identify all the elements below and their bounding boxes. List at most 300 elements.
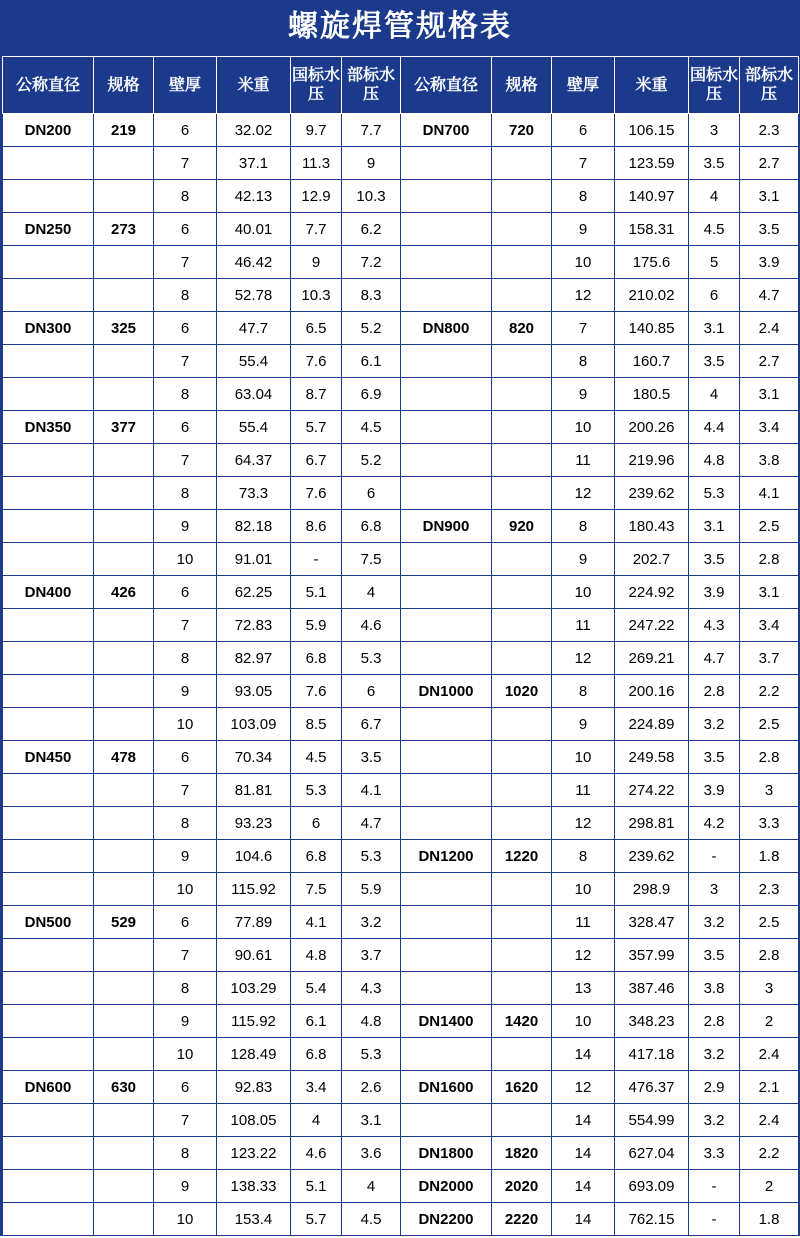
table-cell: 3.9 [740,246,799,279]
table-cell [401,444,492,477]
table-cell: 140.85 [615,312,689,345]
table-cell [401,609,492,642]
header-cell-left-weight-per-meter: 米重 [217,57,291,114]
table-cell: 7 [552,312,615,345]
table-cell: 8 [154,642,217,675]
table-cell: 40.01 [217,213,291,246]
table-cell: 6.1 [342,345,401,378]
table-cell [3,939,94,972]
table-cell [401,477,492,510]
table-cell [492,807,552,840]
table-cell: - [689,1203,740,1236]
table-cell: 11.3 [291,147,342,180]
table-cell [492,576,552,609]
table-cell: 73.3 [217,477,291,510]
table-cell: 3.3 [740,807,799,840]
table-cell: 3.7 [342,939,401,972]
table-cell: 3.4 [291,1071,342,1104]
table-cell: DN400 [3,576,94,609]
table-cell: 3.8 [689,972,740,1005]
table-cell: 3.2 [689,906,740,939]
table-cell: 7 [154,939,217,972]
table-cell: 9 [552,708,615,741]
table-cell: 2.3 [740,873,799,906]
table-cell: 3.7 [740,642,799,675]
table-cell: 9 [154,675,217,708]
table-row [3,312,799,345]
table-cell: 3.6 [342,1137,401,1170]
table-cell: 82.97 [217,642,291,675]
table-cell: 12.9 [291,180,342,213]
table-cell: 10 [154,1038,217,1071]
table-cell [3,1203,94,1236]
table-cell: 10 [154,873,217,906]
table-row [3,774,799,807]
table-cell: 90.61 [217,939,291,972]
table-cell [3,279,94,312]
table-cell: - [291,543,342,576]
table-cell: 219 [94,114,154,147]
table-cell: 4.7 [740,279,799,312]
table-cell: 5.9 [342,873,401,906]
table-cell: 52.78 [217,279,291,312]
table-cell: 5.2 [342,312,401,345]
table-cell [492,939,552,972]
header-cell-right-spec: 规格 [492,57,552,114]
table-cell: 4 [342,576,401,609]
table-row [3,1170,799,1203]
table-cell: 6.8 [342,510,401,543]
table-cell: DN1000 [401,675,492,708]
table-cell: 8 [552,345,615,378]
table-cell [401,642,492,675]
table-row [3,807,799,840]
table-cell [3,1005,94,1038]
table-cell: 5.4 [291,972,342,1005]
table-cell: 762.15 [615,1203,689,1236]
table-cell: 8 [552,510,615,543]
table-cell [3,543,94,576]
table-cell [3,180,94,213]
table-cell [492,411,552,444]
table-cell [401,378,492,411]
table-cell: 1420 [492,1005,552,1038]
table-cell: 529 [94,906,154,939]
table-cell: 6 [154,312,217,345]
table-cell [94,378,154,411]
table-cell [492,708,552,741]
table-cell: - [689,840,740,873]
table-cell: 2 [740,1005,799,1038]
table-cell: 103.09 [217,708,291,741]
table-cell: 3.4 [740,411,799,444]
table-row [3,708,799,741]
table-cell: 7 [154,345,217,378]
table-cell: 9 [154,840,217,873]
table-row [3,609,799,642]
table-cell: 10 [154,543,217,576]
table-cell [94,840,154,873]
table-cell: 328.47 [615,906,689,939]
table-cell: 140.97 [615,180,689,213]
table-cell: 123.22 [217,1137,291,1170]
table-cell [94,708,154,741]
table-cell: 202.7 [615,543,689,576]
table-cell: 247.22 [615,609,689,642]
table-cell: 200.26 [615,411,689,444]
table-row [3,972,799,1005]
table-cell: 62.25 [217,576,291,609]
table-cell [94,477,154,510]
table-cell: 14 [552,1137,615,1170]
table-cell [94,873,154,906]
table-cell: 92.83 [217,1071,291,1104]
table-cell [3,510,94,543]
title-bar [0,0,800,56]
table-cell: 7.6 [291,477,342,510]
table-row [3,477,799,510]
table-cell: 693.09 [615,1170,689,1203]
table-cell: 274.22 [615,774,689,807]
header-cell-left-spec: 规格 [94,57,154,114]
table-cell: DN600 [3,1071,94,1104]
table-cell [94,180,154,213]
table-cell [3,708,94,741]
table-cell [3,972,94,1005]
table-row [3,1005,799,1038]
table-row [3,543,799,576]
table-cell: 10 [552,873,615,906]
table-cell [492,741,552,774]
table-cell [492,906,552,939]
table-cell: 9 [154,1170,217,1203]
table-cell: 269.21 [615,642,689,675]
table-cell: 7 [154,444,217,477]
table-row [3,147,799,180]
table-row [3,180,799,213]
table-cell: 3.5 [740,213,799,246]
table-row [3,1203,799,1236]
table-cell [94,147,154,180]
table-cell [492,345,552,378]
table-cell: 4.2 [689,807,740,840]
table-cell: 4.4 [689,411,740,444]
table-cell: 4.6 [342,609,401,642]
table-cell: 9 [342,147,401,180]
table-cell [401,972,492,1005]
table-cell: 106.15 [615,114,689,147]
table-cell: 210.02 [615,279,689,312]
table-cell: 224.89 [615,708,689,741]
table-cell [492,444,552,477]
table-body [3,114,799,1236]
table-cell: 6.8 [291,840,342,873]
table-cell: 3.5 [342,741,401,774]
table-cell: 4.5 [689,213,740,246]
table-cell [492,609,552,642]
table-cell [3,1170,94,1203]
table-cell: 9 [154,1005,217,1038]
table-cell: 1220 [492,840,552,873]
table-row [3,576,799,609]
table-cell: 2.4 [740,312,799,345]
table-cell: 2.4 [740,1104,799,1137]
table-cell: 4.6 [291,1137,342,1170]
table-cell: 4.7 [689,642,740,675]
table-cell [401,1038,492,1071]
table-cell: 2.8 [740,543,799,576]
table-cell [492,1038,552,1071]
table-cell: 2.8 [740,741,799,774]
table-cell: 5.7 [291,1203,342,1236]
table-cell: 7 [154,774,217,807]
table-cell [3,840,94,873]
table-cell: 1020 [492,675,552,708]
table-cell: 3.2 [689,1104,740,1137]
table-cell: DN450 [3,741,94,774]
table-row [3,873,799,906]
table-cell: 37.1 [217,147,291,180]
table-cell: 5.3 [342,840,401,873]
table-cell: 93.05 [217,675,291,708]
table-cell [94,774,154,807]
table-cell: 2.5 [740,708,799,741]
table-cell: 5.1 [291,576,342,609]
table-cell [94,543,154,576]
table-cell [3,378,94,411]
table-cell: 348.23 [615,1005,689,1038]
table-cell: 115.92 [217,873,291,906]
table-cell: 175.6 [615,246,689,279]
table-cell [3,642,94,675]
table-cell [94,609,154,642]
table-cell: 14 [552,1038,615,1071]
table-cell: 720 [492,114,552,147]
table-cell [492,279,552,312]
table-cell: 6.9 [342,378,401,411]
table-cell: 3.5 [689,345,740,378]
table-cell: 128.49 [217,1038,291,1071]
table-cell: 7.6 [291,345,342,378]
table-cell: 5.7 [291,411,342,444]
table-cell: 6.2 [342,213,401,246]
table-cell: 387.46 [615,972,689,1005]
table-cell [492,147,552,180]
table-cell [94,1170,154,1203]
table-cell: 180.5 [615,378,689,411]
table-cell: - [689,1170,740,1203]
table-cell [3,774,94,807]
table-cell [3,246,94,279]
table-cell: 4.3 [342,972,401,1005]
table-cell [492,543,552,576]
table-cell: 6 [154,213,217,246]
table-cell: 3.2 [342,906,401,939]
table-cell: 5.2 [342,444,401,477]
table-cell: 224.92 [615,576,689,609]
table-cell: 3 [740,972,799,1005]
table-cell: 426 [94,576,154,609]
table-cell [3,444,94,477]
table-cell: 55.4 [217,411,291,444]
table-header [3,57,799,114]
table-cell [3,477,94,510]
table-cell: 77.89 [217,906,291,939]
table-cell: 6 [154,741,217,774]
table-cell: 4.1 [342,774,401,807]
table-cell: 4 [291,1104,342,1137]
table-cell [94,1005,154,1038]
table-cell: 3.2 [689,1038,740,1071]
table-cell: 10.3 [342,180,401,213]
table-cell: 9 [154,510,217,543]
header-cell-right-weight-per-meter: 米重 [615,57,689,114]
table-cell: 12 [552,939,615,972]
table-cell: 6 [154,411,217,444]
table-cell: 10 [552,741,615,774]
table-cell: 4.5 [342,411,401,444]
table-cell: 2220 [492,1203,552,1236]
table-cell [94,1137,154,1170]
table-cell: 630 [94,1071,154,1104]
table-cell: DN1600 [401,1071,492,1104]
table-cell: 5.3 [689,477,740,510]
table-cell: 3.1 [740,576,799,609]
table-cell: 6 [689,279,740,312]
table-cell [94,345,154,378]
table-cell: 554.99 [615,1104,689,1137]
table-cell: 4.5 [291,741,342,774]
table-cell: 10 [552,411,615,444]
table-row [3,1104,799,1137]
table-cell: 8.6 [291,510,342,543]
table-cell: 627.04 [615,1137,689,1170]
table-cell: 4.1 [740,477,799,510]
table-cell: 9.7 [291,114,342,147]
table-cell: 11 [552,609,615,642]
table-cell [401,807,492,840]
table-cell [401,906,492,939]
table-cell [401,279,492,312]
table-cell: 1.8 [740,840,799,873]
table-cell: 3.1 [740,378,799,411]
table-cell: 476.37 [615,1071,689,1104]
table-cell: 70.34 [217,741,291,774]
table-cell: 7 [552,147,615,180]
table-cell: 920 [492,510,552,543]
table-cell [401,543,492,576]
table-cell: 8 [154,807,217,840]
table-cell: 10 [552,246,615,279]
table-cell: 7.5 [342,543,401,576]
table-cell: 9 [552,543,615,576]
table-cell: DN900 [401,510,492,543]
table-cell: 11 [552,444,615,477]
table-cell: 4.7 [342,807,401,840]
table-cell: 55.4 [217,345,291,378]
table-cell [492,1104,552,1137]
table-cell [3,345,94,378]
table-cell: 3.4 [740,609,799,642]
table-cell [94,1203,154,1236]
table-cell: 3.3 [689,1137,740,1170]
table-cell: 273 [94,213,154,246]
table-cell: 3.2 [689,708,740,741]
table-cell: DN1400 [401,1005,492,1038]
table-row [3,1137,799,1170]
table-cell [3,807,94,840]
table-cell [492,213,552,246]
table-cell: 357.99 [615,939,689,972]
table-cell: 10.3 [291,279,342,312]
page-title: 螺旋焊管规格表 [288,10,512,43]
table-cell: 11 [552,774,615,807]
table-cell [3,1104,94,1137]
table-cell: 8 [552,180,615,213]
table-cell: 2.2 [740,675,799,708]
table-cell [94,444,154,477]
table-cell [401,213,492,246]
table-cell: 6.7 [291,444,342,477]
table-cell [401,1104,492,1137]
table-cell [3,609,94,642]
table-cell: 200.16 [615,675,689,708]
table-cell: 8 [154,279,217,312]
table-cell: 4.3 [689,609,740,642]
table-cell [401,741,492,774]
table-cell: 12 [552,477,615,510]
table-cell [3,1038,94,1071]
table-cell: 3.5 [689,543,740,576]
table-cell: 6.8 [291,642,342,675]
table-cell [94,1104,154,1137]
table-cell: 47.7 [217,312,291,345]
table-cell: 377 [94,411,154,444]
table-cell [94,510,154,543]
table-cell: 3.1 [740,180,799,213]
table-cell: 81.81 [217,774,291,807]
table-row [3,939,799,972]
table-cell: 64.37 [217,444,291,477]
table-cell: 4.8 [342,1005,401,1038]
table-cell: 11 [552,906,615,939]
table-row [3,840,799,873]
table-cell: 417.18 [615,1038,689,1071]
table-cell: 7.7 [291,213,342,246]
table-cell: 5.3 [342,642,401,675]
header-cell-left-ministry-pressure: 部标水压 [342,57,401,114]
table-row [3,510,799,543]
table-cell: 249.58 [615,741,689,774]
table-cell: 4.5 [342,1203,401,1236]
table-cell: 3 [740,774,799,807]
table-cell [492,378,552,411]
table-cell: 2.5 [740,510,799,543]
table-cell [401,774,492,807]
table-cell: 6.8 [291,1038,342,1071]
table-row [3,444,799,477]
table-cell: 9 [552,213,615,246]
table-row [3,1038,799,1071]
table-cell: DN350 [3,411,94,444]
table-cell: 3.5 [689,741,740,774]
table-cell: 219.96 [615,444,689,477]
header-row [3,57,799,114]
table-cell: 8.3 [342,279,401,312]
table-cell: 1820 [492,1137,552,1170]
table-cell: DN2200 [401,1203,492,1236]
table-cell: 12 [552,807,615,840]
